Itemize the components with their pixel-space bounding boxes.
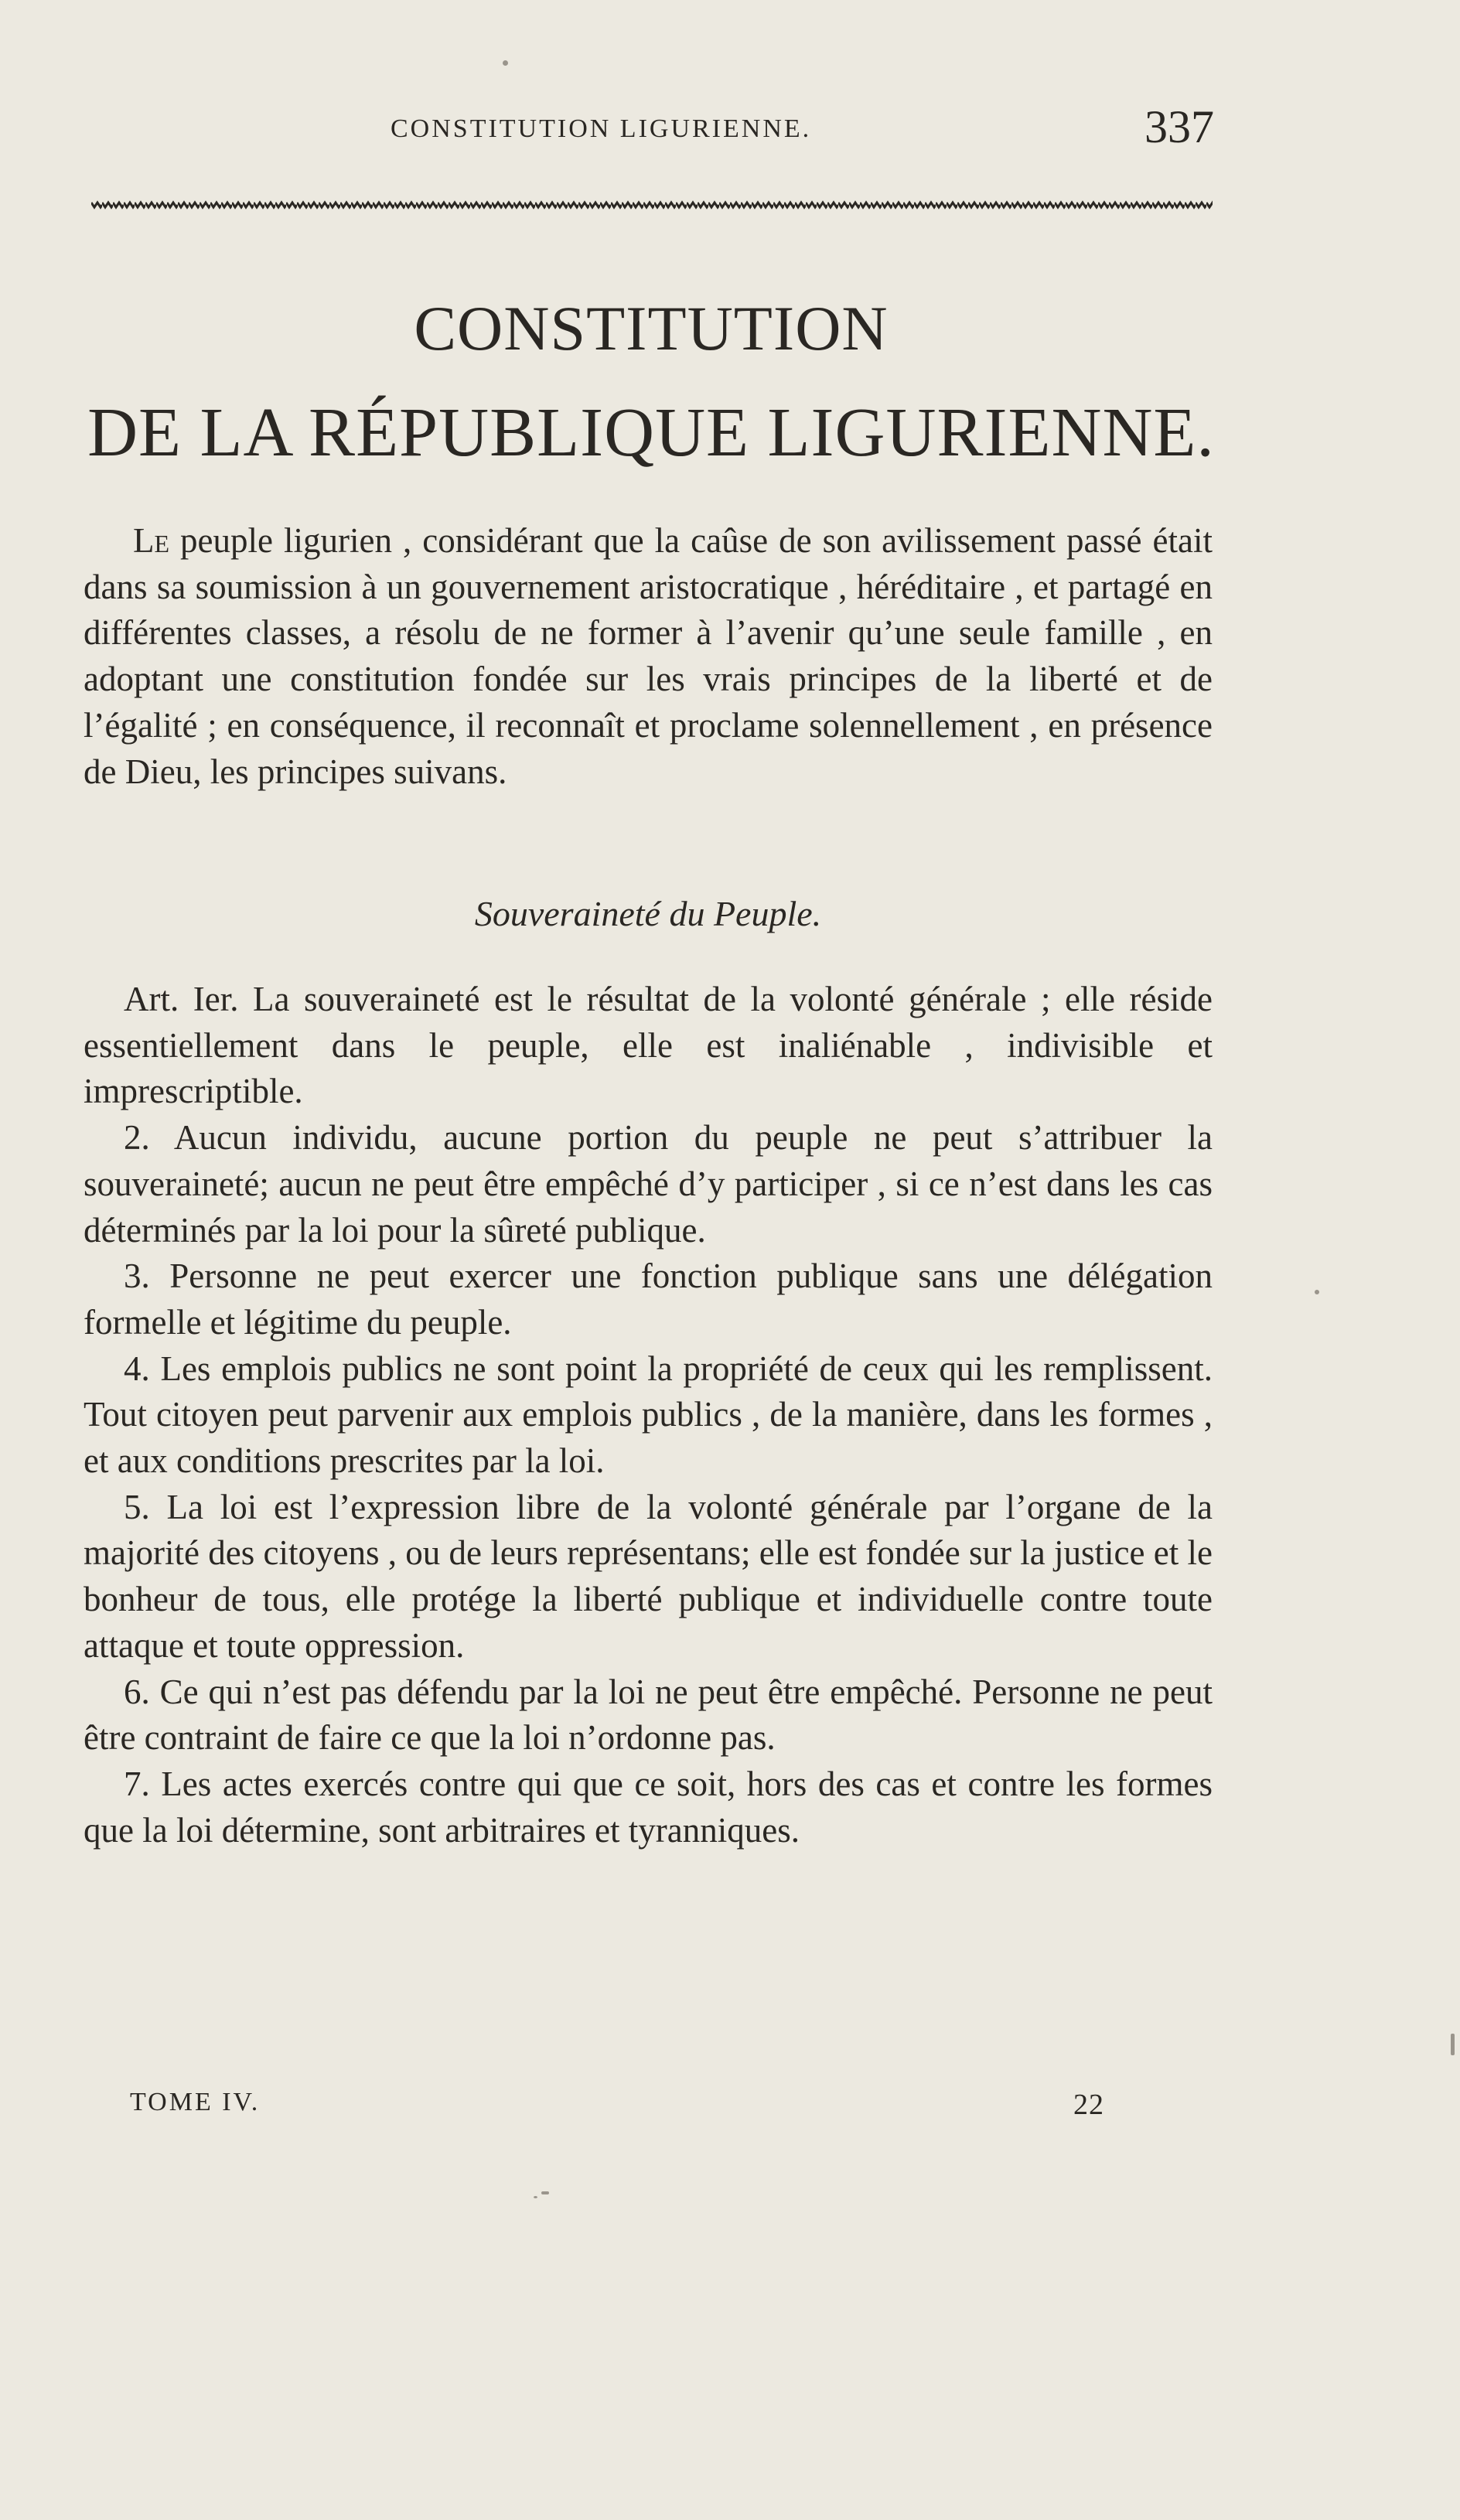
section-heading: Souveraineté du Peuple. [474, 894, 822, 933]
article-5: 5. La loi est l’expression libre de la volonté générale par l’organe de la majorité des citoyens , ou de leurs représentans; elle est fondée sur la justice et le bonheur de tous, elle protége la liberté publique et individuelle contre toute attaque et toute oppression. [84, 1487, 1213, 1665]
paper-speck [541, 2191, 549, 2194]
article-1: Art. Ier. La souveraineté est le résultat de la volonté générale ; elle réside essentiellement dans le peuple, elle est inaliénable , indivisible et imprescriptible. [84, 980, 1213, 1111]
preamble-paragraph [84, 518, 1213, 795]
articles-list [84, 977, 1213, 1853]
document-title-line-2: DE LA RÉPUBLIQUE LIGURIENNE. [87, 394, 1215, 471]
paper-speck [1451, 2034, 1455, 2055]
preamble-lead: Le [133, 521, 170, 560]
preamble-text: peuple ligurien , considérant que la caûse de son avilissement passé était dans sa soumission à un gouvernement aristocratique , héréditaire , et partagé en différentes classes, a résolu de ne former à l’avenir qu’une seule famille , en adoptant une constitution fondée sur les vrais principes de la liberté et de l’égalité ; en conséquence, il reconnaît et proclame solennellement , en présence de Dieu, les principes suivans. [84, 521, 1213, 791]
volume-label: TOME IV. [130, 2088, 261, 2116]
page-footer [130, 2088, 1104, 2126]
paper-speck [503, 60, 508, 66]
page-number: 337 [1144, 101, 1214, 152]
signature-mark: 22 [1073, 2089, 1104, 2121]
running-head [85, 101, 1214, 162]
article-7: 7. Les actes exercés contre qui que ce soit, hors des cas et contre les formes que la loi détermine, sont arbitraires et tyranniques. [84, 1764, 1213, 1850]
article-3: 3. Personne ne peut exercer une fonction publique sans une délégation formelle et légitime du peuple. [84, 1257, 1213, 1342]
article-4: 4. Les emplois publics ne sont point la propriété de ceux qui les remplissent. Tout citoyen peut parvenir aux emplois publics , de la manière, dans les formes , et aux conditions prescrites par la loi. [84, 1349, 1213, 1481]
running-head-title: CONSTITUTION LIGURIENNE. [391, 114, 812, 143]
article-6: 6. Ce qui n’est pas défendu par la loi ne peut être empêché. Personne ne peut être contraint de faire ce que la loi n’ordonne pas. [84, 1672, 1213, 1758]
paper-speck [534, 2196, 537, 2198]
article-2: 2. Aucun individu, aucune portion du peuple ne peut s’attribuer la souveraineté; aucun ne peut être empêché d’y participer , si ce n’est dans les cas déterminés par la loi pour la sûreté publique. [84, 1118, 1213, 1250]
document-title-line-1: CONSTITUTION [414, 293, 889, 363]
paper-speck [1315, 1290, 1319, 1294]
ornamental-rule [91, 199, 1213, 210]
